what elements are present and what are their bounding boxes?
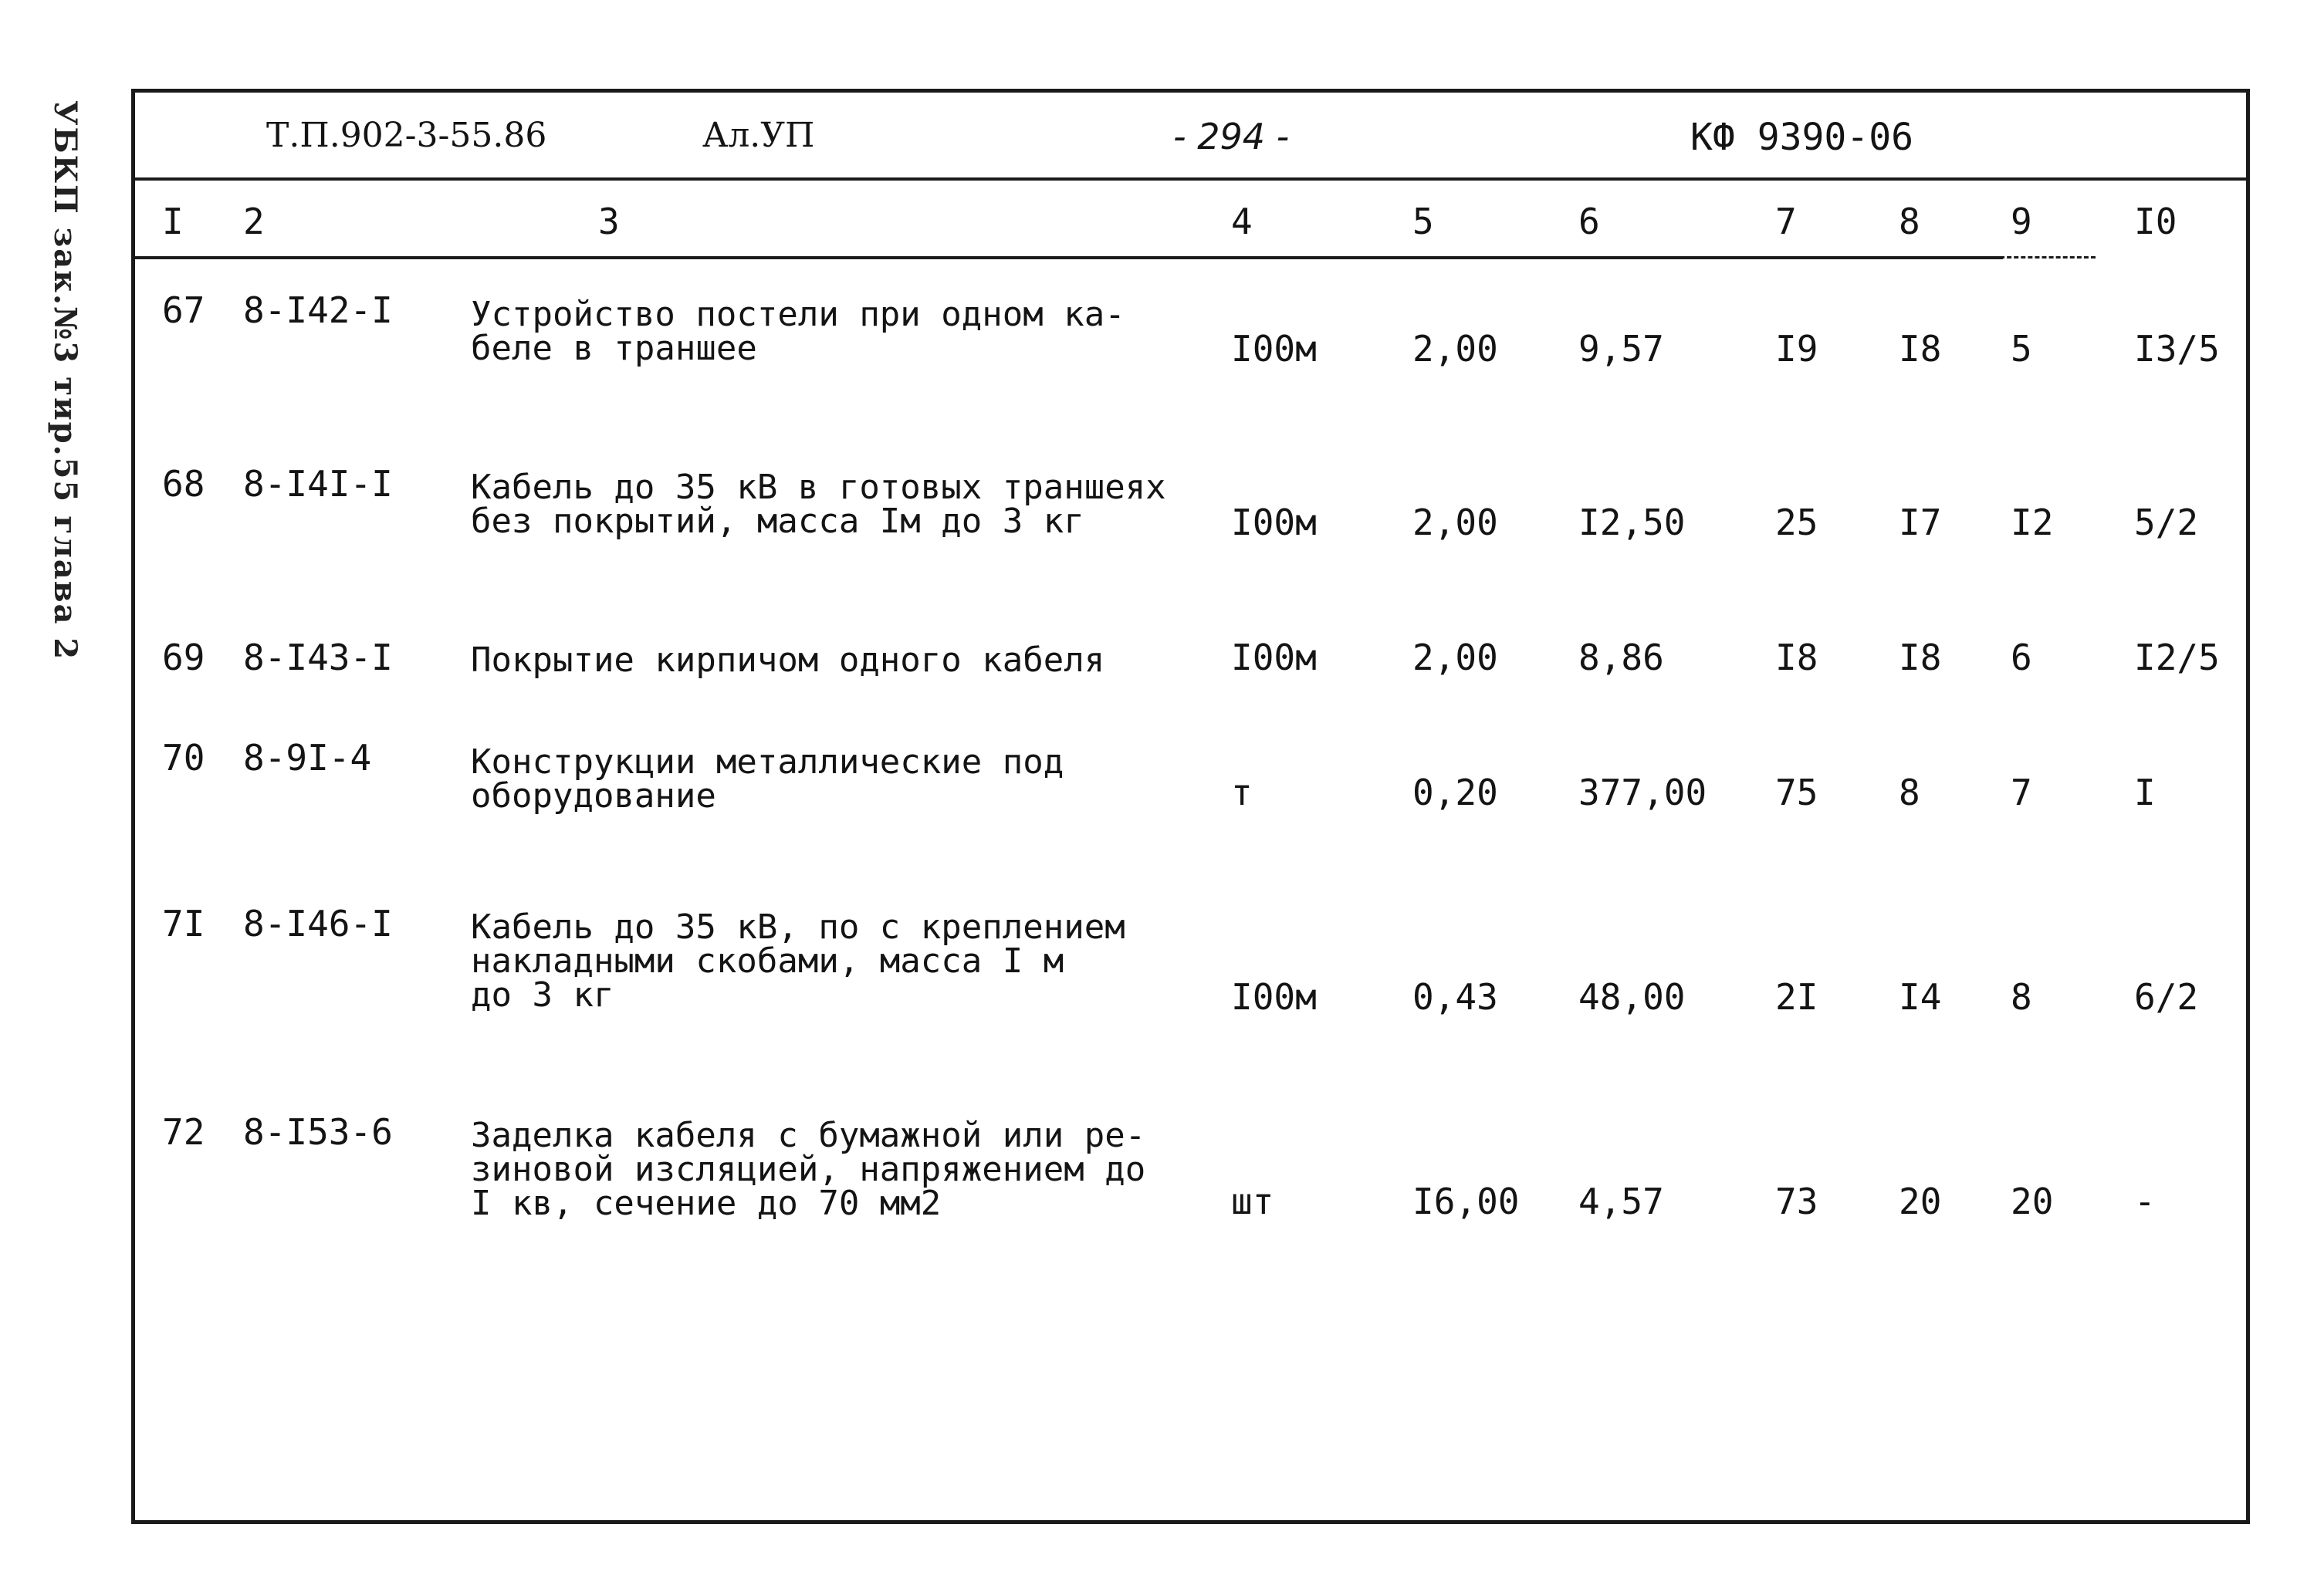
work-description: Покрытие кирпичом одного кабеля xyxy=(471,640,1105,680)
col-7-value: I9 xyxy=(1775,328,1818,370)
col-10-value: - xyxy=(2134,1181,2156,1222)
column-number: 8 xyxy=(1899,201,1920,242)
album-label: Ал.УП xyxy=(702,116,815,155)
col-8-value: 8 xyxy=(1899,772,1920,813)
column-number: 3 xyxy=(598,201,620,242)
work-description: Конструкции металлические под оборудование xyxy=(471,742,1064,816)
column-number: 7 xyxy=(1775,201,1797,242)
row-number: 68 xyxy=(162,463,205,505)
unit: I00м xyxy=(1231,637,1317,678)
quantity: I6,00 xyxy=(1412,1181,1520,1222)
column-header-divider xyxy=(135,256,2003,259)
row-number: 70 xyxy=(162,737,205,779)
column-number: I xyxy=(162,201,184,242)
rate-code: 8-I46-I xyxy=(243,903,393,944)
column-number: 9 xyxy=(2011,201,2032,242)
quantity: 2,00 xyxy=(1412,502,1498,543)
row-number: 72 xyxy=(162,1111,205,1153)
column-number: I0 xyxy=(2134,201,2177,242)
quantity: 0,43 xyxy=(1412,976,1498,1018)
column-number: 5 xyxy=(1412,201,1434,242)
col-7-value: I8 xyxy=(1775,637,1818,678)
side-stamp: УБКП зак.№3 тир.55 глава 2 xyxy=(47,100,83,661)
row-number: 67 xyxy=(162,289,205,331)
work-description: Заделка кабеля с бумажной или ре- зиновой изсляцией, напряжением до I кв, сечение до 70 мм2 xyxy=(471,1116,1146,1223)
col-10-value: I2/5 xyxy=(2134,637,2220,678)
unit: шт xyxy=(1231,1181,1274,1222)
col-10-value: 6/2 xyxy=(2134,976,2199,1018)
column-header-dashed-divider xyxy=(1895,256,2096,259)
col-7-value: 73 xyxy=(1775,1181,1818,1222)
col-9-value: 6 xyxy=(2011,637,2032,678)
unit: I00м xyxy=(1231,502,1317,543)
col-9-value: 7 xyxy=(2011,772,2032,813)
col-10-value: I xyxy=(2134,772,2156,813)
unit-price: 48,00 xyxy=(1578,976,1686,1018)
unit-price: 8,86 xyxy=(1578,637,1664,678)
col-9-value: 5 xyxy=(2011,328,2032,370)
col-10-value: I3/5 xyxy=(2134,328,2220,370)
work-description: Кабель до 35 кВ в готовых траншеях без покрытий, масса Iм до 3 кг xyxy=(471,468,1166,541)
form-code: КФ 9390-06 xyxy=(1690,116,1913,159)
rate-code: 8-I4I-I xyxy=(243,463,393,505)
column-number: 6 xyxy=(1578,201,1600,242)
row-number: 7I xyxy=(162,903,205,944)
quantity: 2,00 xyxy=(1412,328,1498,370)
col-9-value: 8 xyxy=(2011,976,2032,1018)
col-9-value: I2 xyxy=(2011,502,2054,543)
page-number: - 294 - xyxy=(1173,116,1290,157)
column-number: 4 xyxy=(1231,201,1253,242)
unit-price: I2,50 xyxy=(1578,502,1686,543)
row-number: 69 xyxy=(162,637,205,678)
header-divider xyxy=(135,177,2246,181)
rate-code: 8-I53-6 xyxy=(243,1111,393,1153)
col-10-value: 5/2 xyxy=(2134,502,2199,543)
doc-code: Т.П.902-3-55.86 xyxy=(266,116,547,155)
work-description: Кабель до 35 кВ, по с креплением накладными скобами, масса I м до 3 кг xyxy=(471,907,1125,1015)
col-7-value: 25 xyxy=(1775,502,1818,543)
document-frame xyxy=(131,89,2250,1524)
col-8-value: I8 xyxy=(1899,637,1942,678)
col-7-value: 75 xyxy=(1775,772,1818,813)
col-7-value: 2I xyxy=(1775,976,1818,1018)
unit: I00м xyxy=(1231,976,1317,1018)
column-number: 2 xyxy=(243,201,265,242)
col-8-value: 20 xyxy=(1899,1181,1942,1222)
rate-code: 8-I43-I xyxy=(243,637,393,678)
work-description: Устройство постели при одном ка- беле в траншее xyxy=(471,295,1125,368)
col-8-value: I7 xyxy=(1899,502,1942,543)
col-9-value: 20 xyxy=(2011,1181,2054,1222)
unit-price: 4,57 xyxy=(1578,1181,1664,1222)
quantity: 0,20 xyxy=(1412,772,1498,813)
rate-code: 8-I42-I xyxy=(243,289,393,331)
unit-price: 377,00 xyxy=(1578,772,1707,813)
rate-code: 8-9I-4 xyxy=(243,737,372,779)
col-8-value: I8 xyxy=(1899,328,1942,370)
quantity: 2,00 xyxy=(1412,637,1498,678)
col-8-value: I4 xyxy=(1899,976,1942,1018)
unit-price: 9,57 xyxy=(1578,328,1664,370)
unit: т xyxy=(1231,772,1253,813)
unit: I00м xyxy=(1231,328,1317,370)
